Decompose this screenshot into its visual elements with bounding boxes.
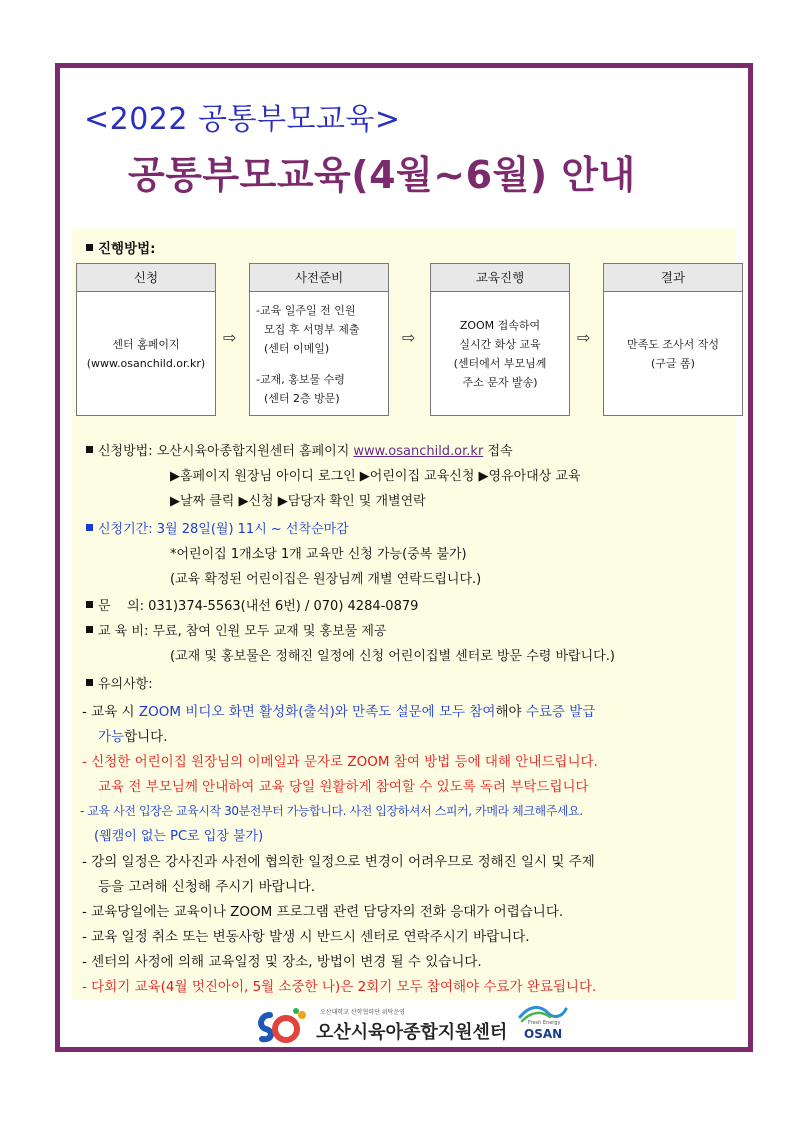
note-2: - 신청한 어린이집 원장님의 이메일과 문자로 ZOOM 참여 방법 등에 대해 안내드립니다.	[82, 754, 598, 770]
bullet-square-icon	[86, 626, 93, 633]
notes-heading: 유의사항:	[86, 673, 153, 692]
note-6: - 교육 일정 취소 또는 변동사항 발생 시 반드시 센터로 연락주시기 바랍니다.	[82, 929, 530, 945]
step-body: 만족도 조사서 작성 (구글 폼)	[626, 338, 719, 370]
poster-subtitle: <2022 공통부모교육>	[84, 102, 401, 137]
poster-frame	[55, 63, 753, 1052]
bullet-square-icon	[86, 446, 93, 453]
arrow-right-icon: ⇨	[577, 328, 591, 347]
osan-tagline: Fresh Energy	[528, 1020, 561, 1026]
apply-period: 신청기간: 3월 28일(월) 11시 ~ 선착순마감	[86, 518, 349, 537]
bullet-square-icon	[86, 679, 93, 686]
apply-steps-1: ▶홈페이지 원장님 아이디 로그인 ▶어린이집 교육신청 ▶영유아대상 교육	[170, 469, 581, 484]
step-title: 결과	[604, 264, 742, 292]
bullet-square-icon	[86, 524, 93, 531]
process-step-apply	[76, 263, 216, 416]
bullet-square-icon	[86, 601, 93, 608]
arrow-right-icon: ⇨	[223, 328, 237, 347]
note-7: - 센터의 사정에 의해 교육일정 및 장소, 방법이 변경 될 수 있습니다.	[82, 954, 482, 970]
osan-city-logo	[518, 1003, 568, 1048]
note-4: - 강의 일정은 강사진과 사전에 협의한 일정으로 변경이 어려우므로 정해진 일시 및 주제	[82, 854, 595, 870]
period-note-1: *어린이집 1개소당 1개 교육만 신청 가능(중복 불가)	[170, 547, 467, 562]
process-step-prepare	[249, 263, 389, 416]
center-logo-icon	[256, 1005, 308, 1045]
process-step-education	[430, 263, 570, 416]
arrow-right-icon: ⇨	[402, 328, 416, 347]
homepage-link[interactable]: www.osanchild.or.kr	[353, 444, 484, 459]
step-title: 사전준비	[250, 264, 388, 292]
content-panel	[72, 228, 736, 1000]
education-fee: 교 육 비: 무료, 참여 인원 모두 교재 및 홍보물 제공	[86, 620, 386, 639]
step-body: -교육 일주일 전 인원 모집 후 서명부 제출 (센터 이메일) -교재, 홍보물 수령 (센터 2층 방문)	[256, 303, 360, 405]
apply-steps-2: ▶날짜 클릭 ▶신청 ▶담당자 확인 및 개별연락	[170, 494, 426, 509]
step-body: 센터 홈페이지 (www.osanchild.or.kr)	[86, 338, 206, 370]
process-heading: 진행방법:	[86, 237, 156, 257]
step-body: ZOOM 접속하여 실시간 화상 교육 (센터에서 부모님께 주소 문자 발송)	[453, 319, 547, 389]
note-1: - 교육 시 ZOOM 비디오 화면 활성화(출석)와 만족도 설문에 모두 참여해야 수료증 발급	[82, 704, 596, 720]
note-2-cont: 교육 전 부모님께 안내하여 교육 당일 원활하게 참여할 수 있도록 독려 부탁드립니다	[98, 779, 589, 795]
note-1-cont: 가능합니다.	[98, 729, 168, 745]
process-step-result	[603, 263, 743, 416]
org-name: 오산시육아종합지원센터	[316, 1022, 508, 1043]
note-3-cont: (웹캠이 없는 PC로 입장 불가)	[94, 829, 264, 844]
footer-logo	[256, 1003, 576, 1048]
note-4-cont: 등을 고려해 신청해 주시기 바랍니다.	[98, 879, 316, 895]
fee-note: (교재 및 홍보물은 정해진 일정에 신청 어린이집별 센터로 방문 수령 바랍니다.)	[170, 649, 615, 664]
note-5: - 교육당일에는 교육이나 ZOOM 프로그램 관련 담당자의 전화 응대가 어렵습니다.	[82, 904, 564, 920]
step-title: 신청	[77, 264, 215, 292]
step-title: 교육진행	[431, 264, 569, 292]
poster-title: 공통부모교육(4월~6월) 안내	[128, 153, 636, 197]
note-3: - 교육 사전 입장은 교육시작 30분전부터 가능합니다. 사전 입장하셔서 스피커, 카메라 체크해주세요.	[80, 804, 583, 818]
org-subtext: 오산대학교 산학협력단 위탁운영	[320, 1009, 405, 1016]
inquiry: 문 의: 031)374-5563(내선 6번) / 070) 4284-0879	[86, 595, 418, 614]
period-note-2: (교육 확정된 어린이집은 원장님께 개별 연락드립니다.)	[170, 572, 482, 587]
apply-method: 신청방법: 오산시육아종합지원센터 홈페이지 www.osanchild.or.kr 접속	[86, 440, 513, 459]
bullet-square-icon	[86, 244, 93, 251]
osan-wordmark: OSAN	[524, 1027, 563, 1041]
note-8: - 다회기 교육(4월 멋진아이, 5월 소중한 나)은 2회기 모두 참여해야 수료가 완료됩니다.	[82, 979, 597, 995]
